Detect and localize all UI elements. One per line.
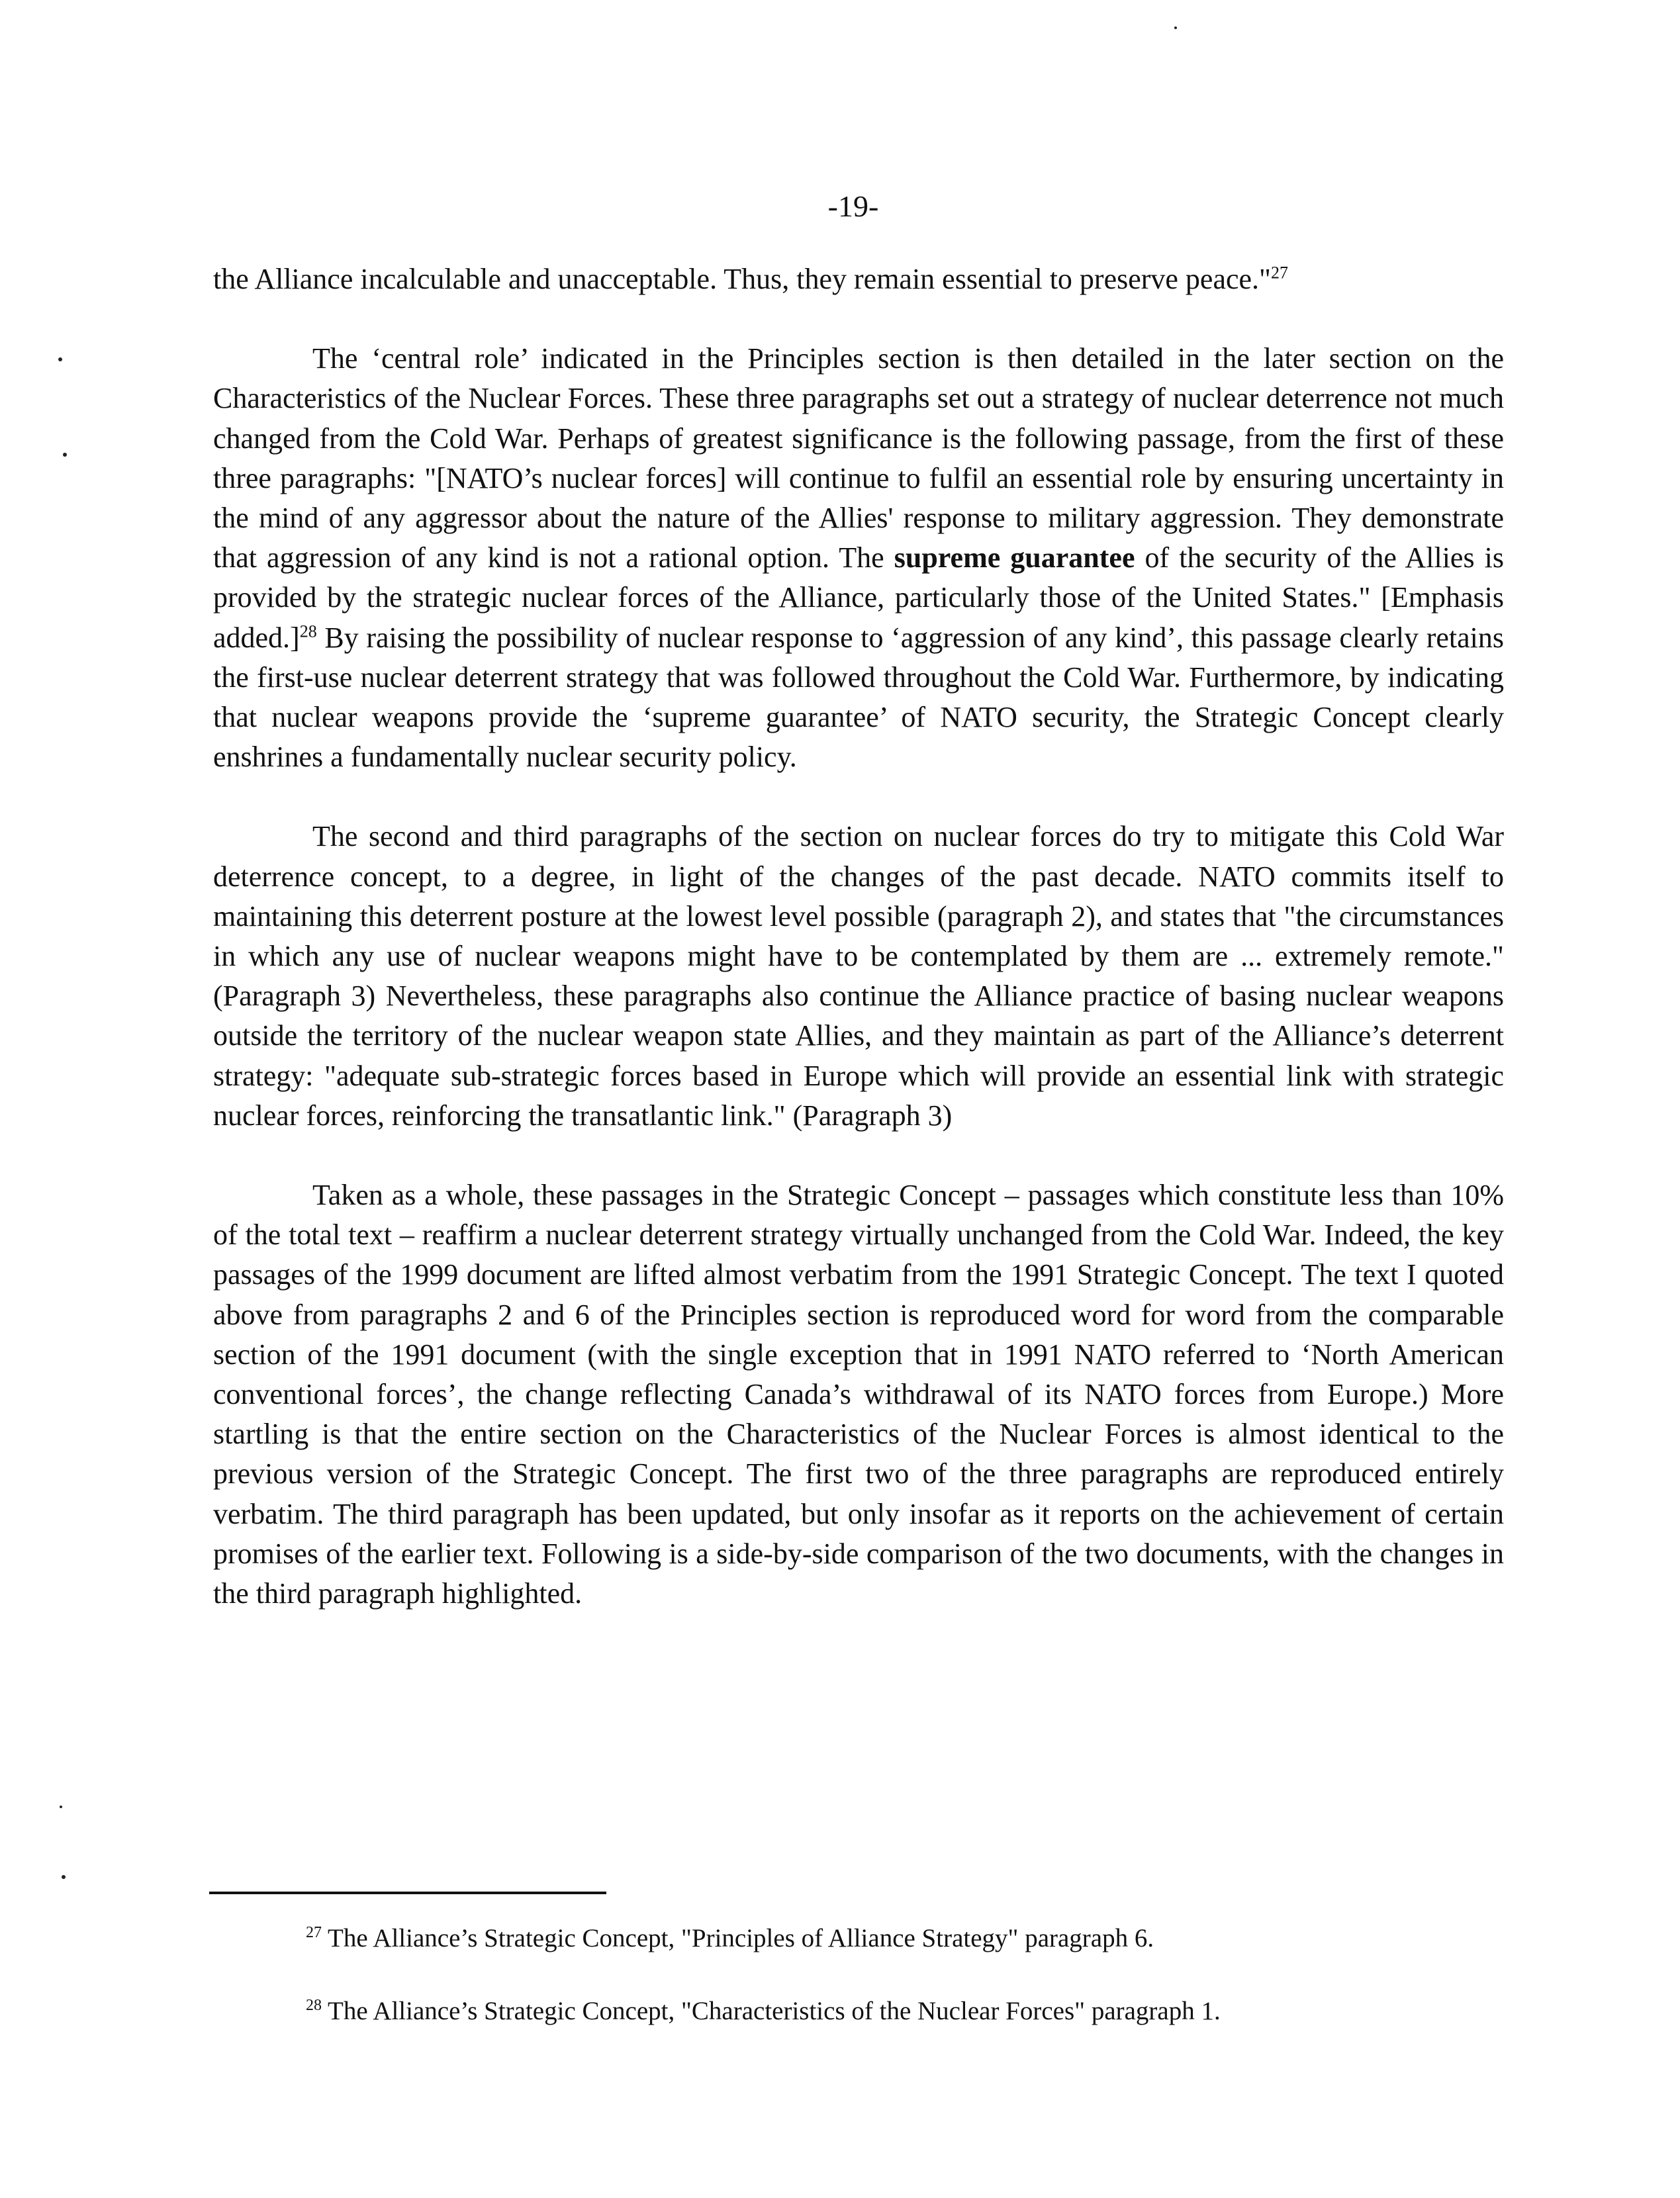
emphasis-bold: supreme guarantee <box>894 541 1135 574</box>
paragraph-second-third <box>213 817 1504 1136</box>
footnote-ref-28: 28 <box>299 621 317 641</box>
footnote-number: 28 <box>306 1997 322 2014</box>
scan-speck <box>62 1875 66 1879</box>
paragraph-text: The second and third paragraphs of the section on nuclear forces do try to mitigate this Cold War deterrence concept, to a degree, in light of the changes of the past decade. NATO commits itself to maintaining this deterrent posture at the lowest level possible (paragraph 2), and states that "the circumstances in which any use of nuclear weapons might have to be contemplated by them are ... extremely remote." (Paragraph 3) Nevertheless, these paragraphs also continue the Alliance practice of basing nuclear weapons outside the territory of the nuclear weapon state Allies, and they maintain as part of the Alliance’s deterrent strategy: "adequate sub-strategic forces based in Europe which will provide an essential link with strategic nuclear forces, reinforcing the transatlantic link." (Paragraph 3) <box>213 820 1504 1132</box>
paragraph-text: Taken as a whole, these passages in the Strategic Concept – passages which constitute less than 10% of the total text – reaffirm a nuclear deterrent strategy virtually unchanged from the Cold War. Indeed, the key passages of the 1999 document are lifted almost verbatim from the 1991 Strategic Concept. The text I quoted above from paragraphs 2 and 6 of the Principles section is reproduced word for word from the comparable section of the 1991 document (with the single exception that in 1991 NATO referred to ‘North American conventional forces’, the change reflecting Canada’s withdrawal of its NATO forces from Europe.) More startling is that the entire section on the Characteristics of the Nuclear Forces is almost identical to the previous version of the Strategic Concept. The first two of the three paragraphs are reproduced entirely verbatim. The third paragraph has been updated, but only insofar as it reports on the achievement of certain promises of the earlier text. Following is a side-by-side comparison of the two documents, with the changes in the third paragraph highlighted. <box>213 1179 1504 1610</box>
footnote-text: The Alliance’s Strategic Concept, "Characteristics of the Nuclear Forces" paragraph 1. <box>328 1997 1221 2025</box>
paragraph-taken-whole <box>213 1175 1504 1614</box>
scan-speck <box>1174 26 1177 29</box>
scan-speck <box>60 1806 62 1808</box>
footnote-separator <box>209 1892 606 1894</box>
footnote-28 <box>306 1993 1497 2029</box>
page-number: -19- <box>827 189 879 223</box>
paragraph-text: of the security of the Allies is provided by the strategic nuclear forces of the Alliance, particularly those of the United States." [Emphasis added.] <box>213 541 1504 654</box>
paragraph-text: The ‘central role’ indicated in the Principles section is then detailed in the later section on the Characteristics of the Nuclear Forces. These three paragraphs set out a strategy of nuclear deterrence not much changed from the Cold War. Perhaps of greatest significance is the following passage, from the first of these three paragraphs: "[NATO’s nuclear forces] will continue to fulfil an essential role by ensuring uncertainty in the mind of any aggressor about the nature of the Allies' response to military aggression. They demonstrate that aggression of any kind is not a rational option. The <box>213 342 1504 574</box>
footnote-text: The Alliance’s Strategic Concept, "Principles of Alliance Strategy" paragraph 6. <box>328 1924 1154 1952</box>
paragraph-text: the Alliance incalculable and unacceptable. Thus, they remain essential to preserve peace." <box>213 263 1272 295</box>
paragraph-continuation <box>213 259 1504 299</box>
footnotes <box>306 1921 1497 2066</box>
body-text <box>213 259 1504 1653</box>
footnote-number: 27 <box>306 1924 322 1941</box>
scan-speck <box>58 357 62 361</box>
paragraph-text: By raising the possibility of nuclear response to ‘aggression of any kind’, this passage clearly retains the first-use nuclear deterrent strategy that was followed throughout the Cold War. Furthermore, by indicating that nuclear weapons provide the ‘supreme guarantee’ of NATO security, the Strategic Concept clearly enshrines a fundamentally nuclear security policy. <box>213 621 1504 774</box>
paragraph-central-role <box>213 339 1504 777</box>
scan-speck <box>63 453 67 457</box>
footnote-ref-27: 27 <box>1271 263 1289 283</box>
footnote-27 <box>306 1921 1497 1956</box>
